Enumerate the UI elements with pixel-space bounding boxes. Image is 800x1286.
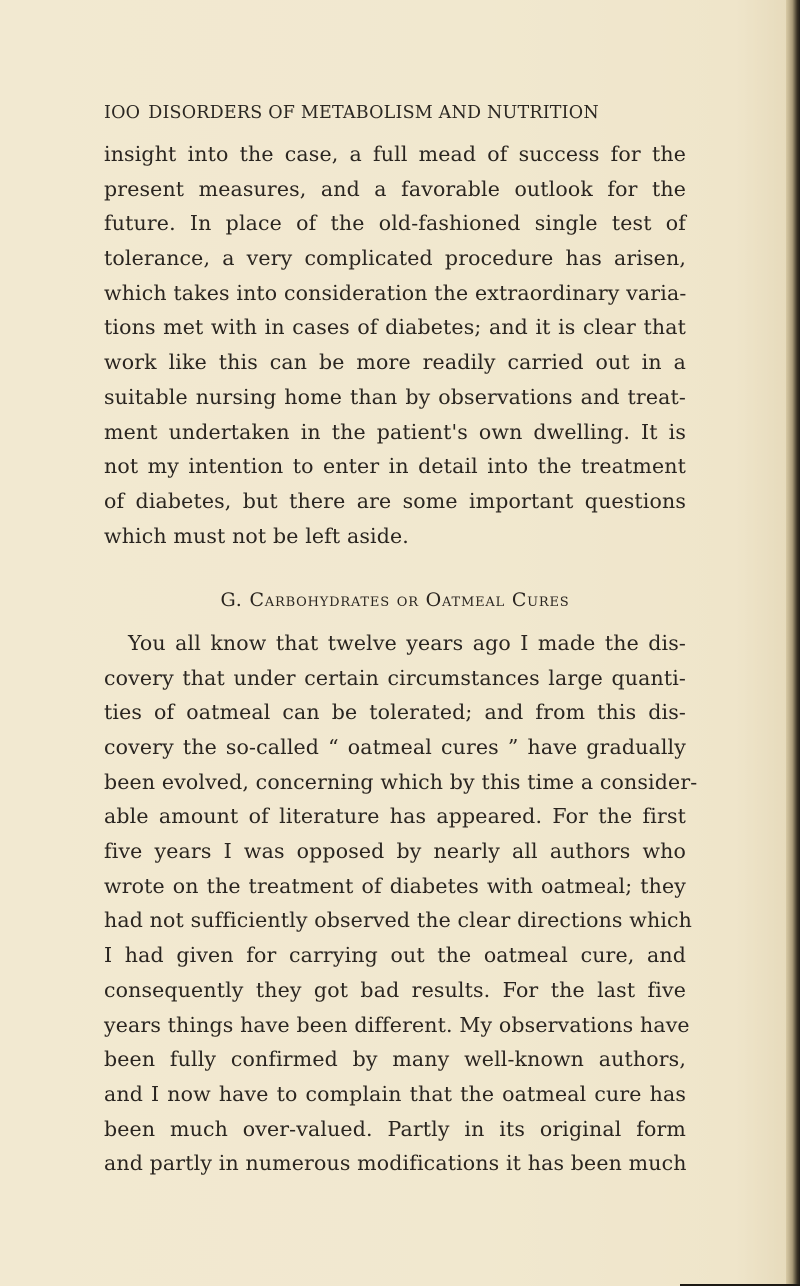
text-line: able amount of literature has appeared. For the first — [104, 804, 686, 829]
text-line: present measures, and a favorable outlook for the — [104, 176, 686, 201]
page-number: IOO — [104, 103, 141, 123]
text-line: consequently they got bad results. For the last five — [104, 977, 686, 1002]
body-text — [104, 137, 698, 1181]
section-heading: G. Carbohydrates or Oatmeal Cures — [220, 589, 570, 612]
paragraph-2 — [104, 626, 698, 1181]
text-line: insight into the case, a full mead of success for the — [104, 142, 686, 166]
text-line: five years I was opposed by nearly all authors who — [104, 839, 686, 864]
text-line: future. In place of the old-fashioned single test of — [104, 211, 686, 236]
text-line: which must not be left aside. — [104, 523, 409, 548]
text-line: and I now have to complain that the oatmeal cure has — [104, 1081, 686, 1106]
text-line: I had given for carrying out the oatmeal cure, and — [104, 943, 686, 968]
text-line: years things have been different. My observations have — [104, 1012, 690, 1037]
text-line: tolerance, a very complicated procedure has arisen, — [104, 246, 686, 271]
running-title: DISORDERS OF METABOLISM AND NUTRITION — [148, 103, 599, 123]
text-line: covery that under certain circumstances large quanti- — [104, 665, 686, 690]
text-line: been much over-valued. Partly in its original form — [104, 1116, 686, 1141]
text-line: of diabetes, but there are some important questions — [104, 488, 686, 513]
text-line: ties of oatmeal can be tolerated; and from this dis- — [104, 700, 686, 725]
running-header — [104, 103, 664, 123]
text-line: been evolved, concerning which by this time a consider- — [104, 769, 698, 794]
paragraph-1 — [104, 137, 686, 553]
text-line: been fully confirmed by many well-known authors, — [104, 1047, 686, 1072]
page-edge-shadow — [786, 0, 800, 1286]
text-line: covery the so-called “ oatmeal cures ” have gradually — [104, 735, 686, 759]
text-line: work like this can be more readily carried out in a — [104, 350, 686, 375]
text-line: suitable nursing home than by observations and treat- — [104, 384, 686, 409]
text-line: and partly in numerous modifications it has been much — [104, 1151, 687, 1176]
text-line: tions met with in cases of diabetes; and it is clear that — [104, 315, 686, 340]
text-line: not my intention to enter in detail into the treatment — [104, 454, 686, 479]
text-line: ment undertaken in the patient's own dwelling. It is — [104, 419, 686, 444]
text-line: You all know that twelve years ago I made the dis- — [128, 630, 686, 655]
text-line: had not sufficiently observed the clear directions which — [104, 908, 693, 933]
text-line: which takes into consideration the extraordinary varia- — [104, 280, 687, 305]
text-line: wrote on the treatment of diabetes with oatmeal; they — [104, 873, 686, 898]
